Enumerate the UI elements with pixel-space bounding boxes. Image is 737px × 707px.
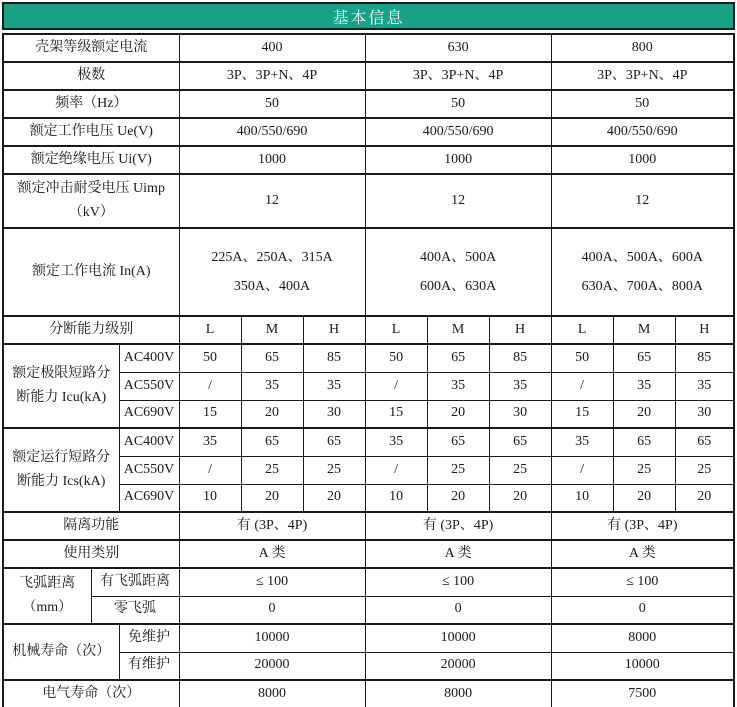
ics-cell: 25	[675, 456, 734, 484]
uimp-value: 12	[179, 174, 365, 228]
breaking-grade-label: 分断能力级别	[3, 316, 179, 344]
arc-distance-sub-label: 有飞弧距离	[91, 568, 179, 596]
ui-value: 1000	[179, 146, 365, 174]
icu-label	[3, 344, 119, 428]
ics-cell: 20	[489, 484, 551, 512]
in-current-value-line2: 350A、400A	[233, 279, 311, 294]
icu-cell: 30	[303, 400, 365, 428]
ui-value: 1000	[551, 146, 734, 174]
usage-category-label: 使用类别	[3, 540, 179, 568]
arc-distance-value: ≤ 100	[551, 568, 734, 596]
in-current-value	[179, 228, 365, 316]
ics-cell: 25	[613, 456, 675, 484]
mech-life-value: 10000	[179, 624, 365, 652]
icu-cell: 35	[489, 372, 551, 400]
ics-cell: 10	[551, 484, 613, 512]
ui-value: 1000	[365, 146, 551, 174]
breaking-grade-cell: L	[365, 316, 427, 344]
frequency-row	[3, 90, 734, 118]
zero-arc-row	[3, 596, 734, 624]
usage-category-value: A 类	[365, 540, 551, 568]
zero-arc-value: 0	[551, 596, 734, 624]
arc-distance-row	[3, 568, 734, 596]
icu-cell: 20	[613, 400, 675, 428]
ics-sub-label: AC400V	[119, 428, 179, 456]
icu-cell: 65	[241, 344, 303, 372]
breaking-grade-cell: M	[427, 316, 489, 344]
spec-table	[2, 33, 735, 707]
arc-distance-label-line1: 飞弧距离	[19, 576, 76, 592]
uimp-value: 12	[365, 174, 551, 228]
in-current-value	[365, 228, 551, 316]
ics-cell: 10	[365, 484, 427, 512]
icu-cell: 30	[489, 400, 551, 428]
ics-cell: 65	[303, 428, 365, 456]
arc-distance-value: ≤ 100	[179, 568, 365, 596]
breaking-grade-cell: L	[551, 316, 613, 344]
elec-life-row	[3, 680, 734, 707]
ics-cell: 20	[241, 484, 303, 512]
icu-cell: /	[551, 372, 613, 400]
icu-cell: 35	[613, 372, 675, 400]
icu-label-line1: 额定极限短路分	[12, 366, 111, 382]
in-current-value-line1: 225A、250A、315A	[211, 249, 333, 265]
ics-cell: 20	[675, 484, 734, 512]
arc-distance-label	[3, 568, 91, 624]
breaking-grade-cell: H	[489, 316, 551, 344]
ics-cell: 35	[551, 428, 613, 456]
poles-row	[3, 62, 734, 90]
icu-cell: 35	[241, 372, 303, 400]
ics-cell: 20	[427, 484, 489, 512]
icu-cell: 20	[427, 400, 489, 428]
icu-cell: 15	[179, 400, 241, 428]
mech-life-maintenance-free-row	[3, 624, 734, 652]
ue-label: 额定工作电压 Ue(V)	[3, 118, 179, 146]
mech-life-value: 10000	[551, 652, 734, 680]
isolation-value: 有 (3P、4P)	[551, 512, 734, 540]
icu-label-line2: 断能力 Icu(kA)	[16, 390, 107, 405]
table-title: 基本信息	[332, 9, 405, 27]
frequency-value: 50	[365, 90, 551, 118]
uimp-row	[3, 174, 734, 228]
ics-cell: /	[365, 456, 427, 484]
ue-row	[3, 118, 734, 146]
elec-life-label: 电气寿命（次）	[3, 680, 179, 707]
isolation-label: 隔离功能	[3, 512, 179, 540]
in-current-value-line2: 600A、630A	[419, 279, 497, 294]
poles-value: 3P、3P+N、4P	[179, 62, 365, 90]
isolation-value: 有 (3P、4P)	[179, 512, 365, 540]
zero-arc-value: 0	[179, 596, 365, 624]
uimp-label	[3, 174, 179, 228]
icu-cell: 65	[613, 344, 675, 372]
icu-sub-label: AC550V	[119, 372, 179, 400]
ics-cell: /	[179, 456, 241, 484]
frame-rating-value: 400	[179, 34, 365, 62]
ics-cell: 65	[675, 428, 734, 456]
elec-life-value: 8000	[365, 680, 551, 707]
frequency-label: 频率（Hz）	[3, 90, 179, 118]
isolation-value: 有 (3P、4P)	[365, 512, 551, 540]
poles-value: 3P、3P+N、4P	[365, 62, 551, 90]
mech-life-value: 20000	[179, 652, 365, 680]
breaking-grade-cell: M	[613, 316, 675, 344]
ics-sub-label: AC690V	[119, 484, 179, 512]
elec-life-value: 8000	[179, 680, 365, 707]
ics-cell: 65	[613, 428, 675, 456]
isolation-row	[3, 512, 734, 540]
ics-cell: 65	[489, 428, 551, 456]
in-current-value	[551, 228, 734, 316]
icu-cell: 15	[365, 400, 427, 428]
ics-sub-label: AC550V	[119, 456, 179, 484]
icu-cell: 85	[675, 344, 734, 372]
breaking-grade-cell: H	[675, 316, 734, 344]
icu-cell: 20	[241, 400, 303, 428]
frequency-value: 50	[179, 90, 365, 118]
ue-value: 400/550/690	[179, 118, 365, 146]
icu-cell: 50	[365, 344, 427, 372]
icu-cell: 30	[675, 400, 734, 428]
arc-distance-label-line2: （mm）	[22, 600, 73, 615]
ics-cell: 35	[365, 428, 427, 456]
frequency-value: 50	[551, 90, 734, 118]
table-title-bar	[2, 2, 735, 30]
ics-label-line2: 断能力 Ics(kA)	[17, 474, 106, 489]
usage-category-row	[3, 540, 734, 568]
arc-distance-value: ≤ 100	[365, 568, 551, 596]
ics-ac400v-row	[3, 428, 734, 456]
usage-category-value: A 类	[179, 540, 365, 568]
ui-label: 额定绝缘电压 Ui(V)	[3, 146, 179, 174]
mech-life-sub-label: 免维护	[119, 624, 179, 652]
mech-life-value: 20000	[365, 652, 551, 680]
mech-life-label: 机械寿命（次）	[3, 624, 119, 680]
icu-sub-label: AC690V	[119, 400, 179, 428]
ics-cell: 25	[303, 456, 365, 484]
mech-life-value: 8000	[551, 624, 734, 652]
uimp-value: 12	[551, 174, 734, 228]
ics-cell: 65	[427, 428, 489, 456]
zero-arc-value: 0	[365, 596, 551, 624]
icu-cell: 85	[303, 344, 365, 372]
uimp-label-line1: 额定冲击耐受电压 Uimp	[17, 181, 165, 197]
icu-sub-label: AC400V	[119, 344, 179, 372]
poles-label: 极数	[3, 62, 179, 90]
icu-cell: 65	[427, 344, 489, 372]
icu-cell: 35	[675, 372, 734, 400]
ics-cell: 20	[303, 484, 365, 512]
breaking-grade-cell: M	[241, 316, 303, 344]
in-current-value-line1: 400A、500A	[419, 249, 497, 265]
icu-cell: 15	[551, 400, 613, 428]
icu-ac400v-row	[3, 344, 734, 372]
in-current-value-line1: 400A、500A、600A	[581, 249, 703, 265]
ics-cell: 65	[241, 428, 303, 456]
ui-row	[3, 146, 734, 174]
elec-life-value: 7500	[551, 680, 734, 707]
ics-label-line1: 额定运行短路分	[12, 450, 111, 466]
ics-cell: 25	[427, 456, 489, 484]
ics-cell: 25	[489, 456, 551, 484]
frame-rating-value: 800	[551, 34, 734, 62]
frame-rating-label: 壳架等级额定电流	[3, 34, 179, 62]
frame-rating-row	[3, 34, 734, 62]
ue-value: 400/550/690	[365, 118, 551, 146]
in-current-value-line2: 630A、700A、800A	[581, 279, 703, 294]
icu-cell: 35	[303, 372, 365, 400]
icu-cell: /	[179, 372, 241, 400]
frame-rating-value: 630	[365, 34, 551, 62]
ics-cell: 10	[179, 484, 241, 512]
ics-cell: 35	[179, 428, 241, 456]
in-current-label: 额定工作电流 In(A)	[3, 228, 179, 316]
ics-cell: 25	[241, 456, 303, 484]
in-current-row	[3, 228, 734, 316]
uimp-label-line2: （kV）	[68, 205, 114, 220]
mech-life-sub-label: 有维护	[119, 652, 179, 680]
icu-cell: 50	[179, 344, 241, 372]
ics-label	[3, 428, 119, 512]
breaking-grade-row	[3, 316, 734, 344]
ics-cell: 20	[613, 484, 675, 512]
breaking-grade-cell: L	[179, 316, 241, 344]
icu-cell: 85	[489, 344, 551, 372]
usage-category-value: A 类	[551, 540, 734, 568]
ics-cell: /	[551, 456, 613, 484]
poles-value: 3P、3P+N、4P	[551, 62, 734, 90]
icu-cell: /	[365, 372, 427, 400]
zero-arc-sub-label: 零飞弧	[91, 596, 179, 624]
mech-life-value: 10000	[365, 624, 551, 652]
icu-cell: 35	[427, 372, 489, 400]
breaking-grade-cell: H	[303, 316, 365, 344]
ue-value: 400/550/690	[551, 118, 734, 146]
icu-cell: 50	[551, 344, 613, 372]
